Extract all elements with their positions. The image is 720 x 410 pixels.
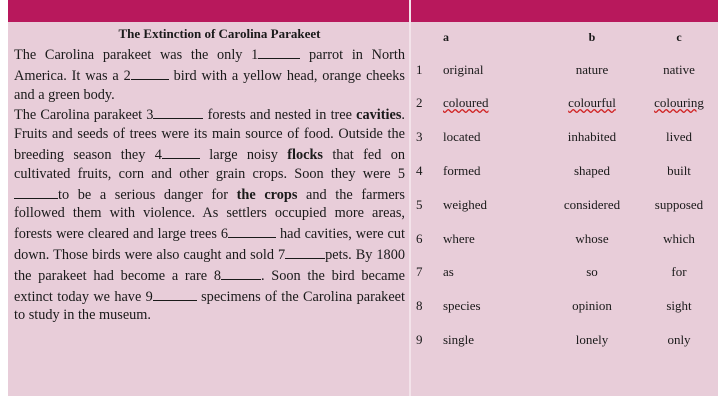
row-number: 5 xyxy=(416,197,423,212)
option-c[interactable]: supposed xyxy=(654,197,704,212)
row-number: 4 xyxy=(416,163,423,178)
blank-5[interactable] xyxy=(14,184,58,199)
row-number: 3 xyxy=(416,129,423,144)
option-c[interactable]: native xyxy=(663,62,695,77)
option-c[interactable]: lived xyxy=(666,129,692,144)
option-a[interactable]: coloured xyxy=(443,95,489,110)
option-c[interactable]: which xyxy=(663,231,695,246)
row-number: 6 xyxy=(416,231,423,246)
paragraph-1: The Carolina parakeet was the only 1 parrot in North America. It was a 2 bird with a yellow head, orange cheeks and a green body. xyxy=(14,44,405,104)
blank-7[interactable] xyxy=(285,244,325,259)
option-a[interactable]: as xyxy=(443,264,454,279)
option-b[interactable]: shaped xyxy=(573,163,611,178)
header-b: b xyxy=(588,30,596,44)
column-divider xyxy=(409,0,411,396)
blank-2[interactable] xyxy=(131,65,169,80)
paragraph-2: The Carolina parakeet 3 forests and nested in tree cavities. Fruits and seeds of trees were its main source of food. Outside the breeding season they 4 large noisy flocks that fed on cultivated fruits, corn and other grain crops. Soon they were 5to be a serious danger for the crops and the farmers followed them with violence. As settlers occupied more areas, forests were cleared and large trees 6 had cavities, were cut down. Those birds were also caught and sold 7 pets. By 1800 the parakeet had become a rare 8 . Soon the bird became extinct today we have 9 specimens of the Carolina parakeet to study in the museum. xyxy=(14,104,405,325)
row-number: 2 xyxy=(416,95,423,110)
option-a[interactable]: original xyxy=(443,62,484,77)
blank-1[interactable] xyxy=(258,44,300,59)
row-number: 7 xyxy=(416,264,423,279)
passage-title: The Extinction of Carolina Parakeet xyxy=(118,26,321,41)
header-a: a xyxy=(443,30,449,44)
option-b[interactable]: lonely xyxy=(575,332,609,347)
option-a[interactable]: where xyxy=(443,231,475,246)
worksheet-frame xyxy=(8,0,718,396)
option-b[interactable]: colourful xyxy=(568,95,616,110)
option-c[interactable]: built xyxy=(667,163,691,178)
option-b[interactable]: nature xyxy=(575,62,609,77)
row-number: 1 xyxy=(416,62,423,77)
option-a[interactable]: formed xyxy=(443,163,481,178)
option-a[interactable]: species xyxy=(443,298,481,313)
header-c: c xyxy=(676,30,682,44)
option-b[interactable]: considered xyxy=(563,197,621,212)
option-c[interactable]: sight xyxy=(666,298,692,313)
option-a[interactable]: located xyxy=(443,129,481,144)
option-b[interactable]: opinion xyxy=(572,298,612,313)
blank-9[interactable] xyxy=(153,286,197,301)
blank-3[interactable] xyxy=(153,104,203,119)
option-a[interactable]: weighed xyxy=(443,197,488,212)
option-b[interactable]: so xyxy=(586,264,598,279)
blank-8[interactable] xyxy=(221,265,261,280)
option-c[interactable]: only xyxy=(667,332,691,347)
header-bar xyxy=(8,0,718,22)
option-b[interactable]: inhabited xyxy=(567,129,617,144)
blank-6[interactable] xyxy=(228,223,276,238)
passage xyxy=(14,26,405,325)
row-number: 9 xyxy=(416,332,423,347)
row-number: 8 xyxy=(416,298,423,313)
option-b[interactable]: whose xyxy=(575,231,609,246)
option-c[interactable]: for xyxy=(671,264,687,279)
blank-4[interactable] xyxy=(162,144,200,159)
option-c[interactable]: colouring xyxy=(654,95,704,110)
option-a[interactable]: single xyxy=(443,332,475,347)
